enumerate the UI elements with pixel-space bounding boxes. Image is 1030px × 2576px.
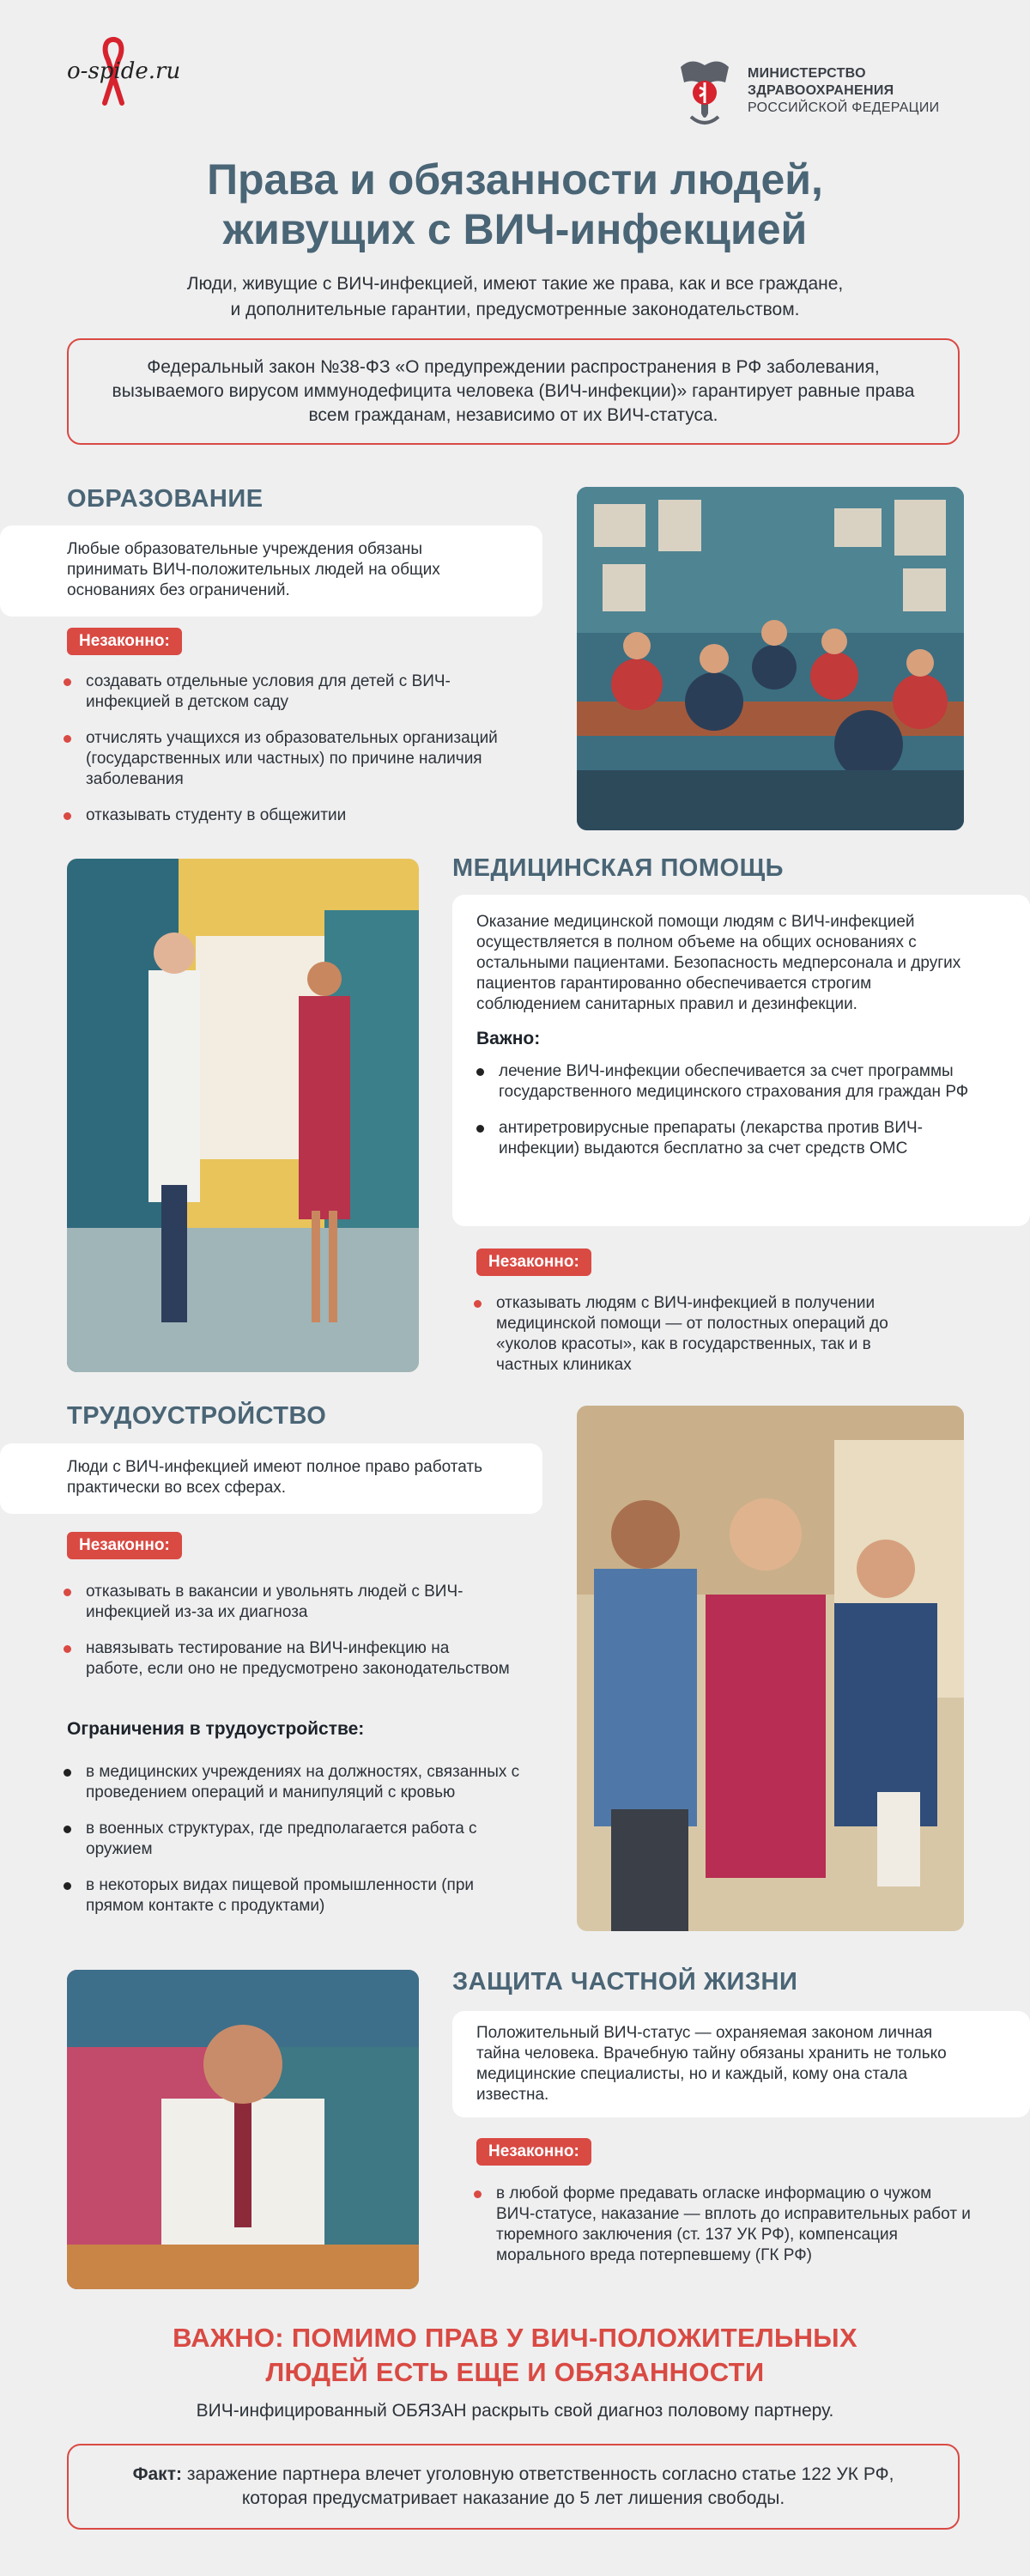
- privacy-title: ЗАЩИТА ЧАСТНОЙ ЖИЗНИ: [452, 1968, 798, 1996]
- obligations-heading-line-2: ЛЮДЕЙ ЕСТЬ ЕЩЕ И ОБЯЗАННОСТИ: [265, 2357, 765, 2387]
- list-item: антиретровирусные препараты (лекарства против ВИЧ-инфекции) выдаются бесплатно за счет средств ОМС: [476, 1118, 978, 1159]
- education-card: [0, 526, 542, 617]
- ministry-line-1: МИНИСТЕРСТВО: [748, 66, 866, 81]
- employment-illustration: [577, 1406, 964, 1931]
- ministry-line-3: РОССИЙСКОЙ ФЕДЕРАЦИИ: [748, 100, 940, 115]
- medical-illegal-badge: Незаконно:: [476, 1249, 591, 1276]
- law-text: Федеральный закон №38-ФЗ «О предупреждении распространения в РФ заболевания, вызываемого вирусом иммунодефицита человека (ВИЧ-инфекции)» гарантирует равные права всем гражданам, независимо от их ВИЧ-статуса.: [112, 357, 915, 425]
- list-item: навязывать тестирование на ВИЧ-инфекцию на работе, если оно не предусмотрено законодательством: [64, 1638, 510, 1680]
- employment-restrictions-label: Ограничения в трудоустройстве:: [67, 1719, 365, 1739]
- obligations-heading: [86, 2321, 944, 2390]
- employment-title: ТРУДОУСТРОЙСТВО: [67, 1402, 327, 1430]
- education-title: ОБРАЗОВАНИЕ: [67, 485, 264, 513]
- medical-card: [452, 895, 1030, 1226]
- medical-illustration: [67, 859, 419, 1372]
- privacy-text: Положительный ВИЧ-статус — охраняемая законом личная тайна человека. Врачебную тайну обязаны хранить не только медицинские специалисты, но и каждый, кому она стала известна.: [476, 2024, 947, 2104]
- list-item: лечение ВИЧ-инфекции обеспечивается за счет программы государственного медицинского страхования для граждан РФ: [476, 1061, 978, 1103]
- list-item: в медицинских учреждениях на должностях, связанных с проведением операций и манипуляций с кровью: [64, 1762, 527, 1803]
- list-item: создавать отдельные условия для детей с ВИЧ-инфекцией в детском саду: [64, 671, 510, 713]
- education-illegal-list: [64, 671, 510, 841]
- list-item: отчислять учащихся из образовательных организаций (государственных или частных) по причине наличия заболевания: [64, 728, 510, 790]
- fact-box: [67, 2444, 960, 2530]
- list-item: в любой форме предавать огласке информацию о чужом ВИЧ-статусе, наказание — вплоть до исправительных работ и тюремного заключения (ст. 137 УК РФ), компенсация морального вреда потерпевшему (ГК РФ): [474, 2184, 972, 2266]
- title-line-2: живущих с ВИЧ-инфекцией: [222, 205, 808, 253]
- privacy-illustration: [67, 1970, 419, 2289]
- employment-illegal-badge: Незаконно:: [67, 1532, 182, 1559]
- medical-title: МЕДИЦИНСКАЯ ПОМОЩЬ: [452, 854, 784, 882]
- law-box: [67, 338, 960, 445]
- list-item: в военных структурах, где предполагается работа с оружием: [64, 1819, 527, 1860]
- list-item: в некоторых видах пищевой промышленности (при прямом контакте с продуктами): [64, 1875, 527, 1917]
- list-item: отказывать в вакансии и увольнять людей с ВИЧ-инфекцией из-за их диагноза: [64, 1582, 510, 1623]
- medical-illegal-list: [474, 1293, 937, 1391]
- intro-line-1: Люди, живущие с ВИЧ-инфекцией, имеют такие же права, как и все граждане,: [186, 274, 844, 294]
- education-illegal-badge: Незаконно:: [67, 628, 182, 655]
- obligation-text: ВИЧ-инфицированный ОБЯЗАН раскрыть свой диагноз половому партнеру.: [196, 2401, 834, 2421]
- employment-text: Люди с ВИЧ-инфекцией имеют полное право работать практически во всех сферах.: [67, 1458, 482, 1497]
- fact-label: Факт:: [132, 2464, 182, 2484]
- intro-text: [86, 271, 944, 323]
- ministry-logo: [674, 53, 939, 129]
- medical-text: Оказание медицинской помощи людям с ВИЧ-инфекцией осуществляется в полном объеме на общих основаниях с остальными пациентами. Безопасность медперсонала и других пациентов гарантированно обеспечивается строгим соблюдением санитарных правил и дезинфекции.: [476, 913, 961, 1013]
- employment-restrictions-list: [64, 1762, 527, 1932]
- fact-text: заражение партнера влечет уголовную ответственность согласно статье 122 УК РФ, которая предусматривает наказание до 5 лет лишения свободы.: [181, 2464, 894, 2508]
- education-illustration: [577, 487, 964, 830]
- ministry-line-2: ЗДРАВООХРАНЕНИЯ: [748, 83, 894, 98]
- intro-line-2: и дополнительные гарантии, предусмотренные законодательством.: [230, 300, 800, 319]
- employment-card: [0, 1443, 542, 1514]
- list-item: отказывать студенту в общежитии: [64, 805, 510, 826]
- medical-important-label: Важно:: [476, 1029, 541, 1048]
- list-item: отказывать людям с ВИЧ-инфекцией в получении медицинской помощи — от полостных операций до «уколов красоты», как в государственных, так и в частных клиниках: [474, 1293, 937, 1376]
- privacy-illegal-badge: Незаконно:: [476, 2138, 591, 2166]
- education-text: Любые образовательные учреждения обязаны принимать ВИЧ-положительных людей на общих основаниях без ограничений.: [67, 540, 440, 599]
- title-line-1: Права и обязанности людей,: [207, 155, 823, 204]
- privacy-illegal-list: [474, 2184, 972, 2281]
- page-title: [86, 155, 944, 254]
- medical-important-list: [476, 1061, 978, 1159]
- fact-text-wrapper: [120, 2463, 906, 2511]
- obligations-heading-line-1: ВАЖНО: ПОМИМО ПРАВ У ВИЧ-ПОЛОЖИТЕЛЬНЫХ: [173, 2323, 857, 2353]
- eagle-emblem-icon: [674, 53, 736, 129]
- site-logo[interactable]: o-spide.ru: [67, 58, 181, 84]
- privacy-card: [452, 2011, 1030, 2117]
- employment-illegal-list: [64, 1582, 510, 1695]
